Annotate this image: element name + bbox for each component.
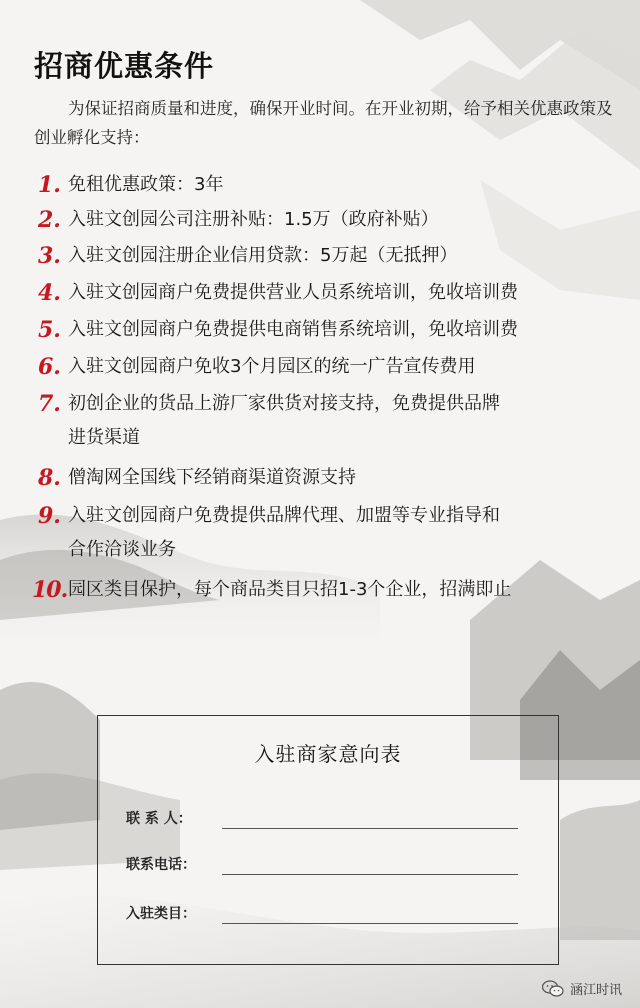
contact-phone-label: 联系电话： — [126, 857, 196, 873]
form-title: 入驻商家意向表 — [254, 742, 402, 766]
item-number: 1. — [38, 172, 61, 198]
item-text: 僧淘网全国线下经销商渠道资源支持 — [68, 467, 356, 488]
item-text — [68, 387, 638, 455]
item-number: 10. — [32, 577, 68, 603]
contact-person-field[interactable] — [222, 828, 518, 829]
item-number: 6. — [38, 354, 61, 380]
footer-text: 涵江时讯 — [569, 983, 622, 998]
item-number: 8. — [38, 465, 61, 491]
page-title: 招商优惠条件 — [34, 49, 215, 83]
item-text-line2: 进货渠道 — [68, 427, 140, 448]
item-text: 入驻文创园注册企业信用贷款：5万起（无抵押） — [68, 245, 458, 266]
item-text: 入驻文创园商户免费提供营业人员系统培训，免收培训费 — [68, 282, 518, 303]
item-text: 入驻文创园商户免费提供电商销售系统培训，免收培训费 — [68, 319, 518, 340]
item-number: 9. — [38, 503, 61, 529]
item-text-line2: 合作洽谈业务 — [68, 539, 176, 560]
category-row — [126, 899, 526, 929]
item-number: 5. — [38, 317, 61, 343]
wechat-icon — [542, 980, 564, 998]
item-text-line1: 入驻文创园商户免费提供品牌代理、加盟等专业指导和 — [68, 505, 500, 526]
contact-phone-field[interactable] — [222, 874, 518, 875]
merchant-intent-form — [97, 715, 559, 965]
contact-phone-row — [126, 850, 526, 880]
item-text: 园区类目保护，每个商品类目只招1-3个企业，招满即止 — [68, 579, 512, 600]
footer-watermark — [542, 979, 622, 998]
category-label: 入驻类目： — [126, 906, 196, 922]
item-number: 7. — [38, 391, 61, 417]
intro-paragraph: 为保证招商质量和进度，确保开业时间。在开业初期，给予相关优惠政策及创业孵化支持： — [34, 99, 613, 147]
item-text: 免租优惠政策：3年 — [68, 174, 224, 195]
item-number: 4. — [38, 280, 61, 306]
contact-person-label: 联 系 人： — [126, 811, 192, 827]
item-text: 入驻文创园公司注册补贴：1.5万（政府补贴） — [68, 209, 439, 230]
item-number: 2. — [38, 207, 61, 233]
item-number: 3. — [38, 243, 61, 269]
category-field[interactable] — [222, 923, 518, 924]
contact-person-row — [126, 804, 526, 834]
item-text: 入驻文创园商户免收3个月园区的统一广告宣传费用 — [68, 356, 476, 377]
item-text — [68, 499, 638, 567]
item-text-line1: 初创企业的货品上游厂家供货对接支持，免费提供品牌 — [68, 393, 500, 414]
